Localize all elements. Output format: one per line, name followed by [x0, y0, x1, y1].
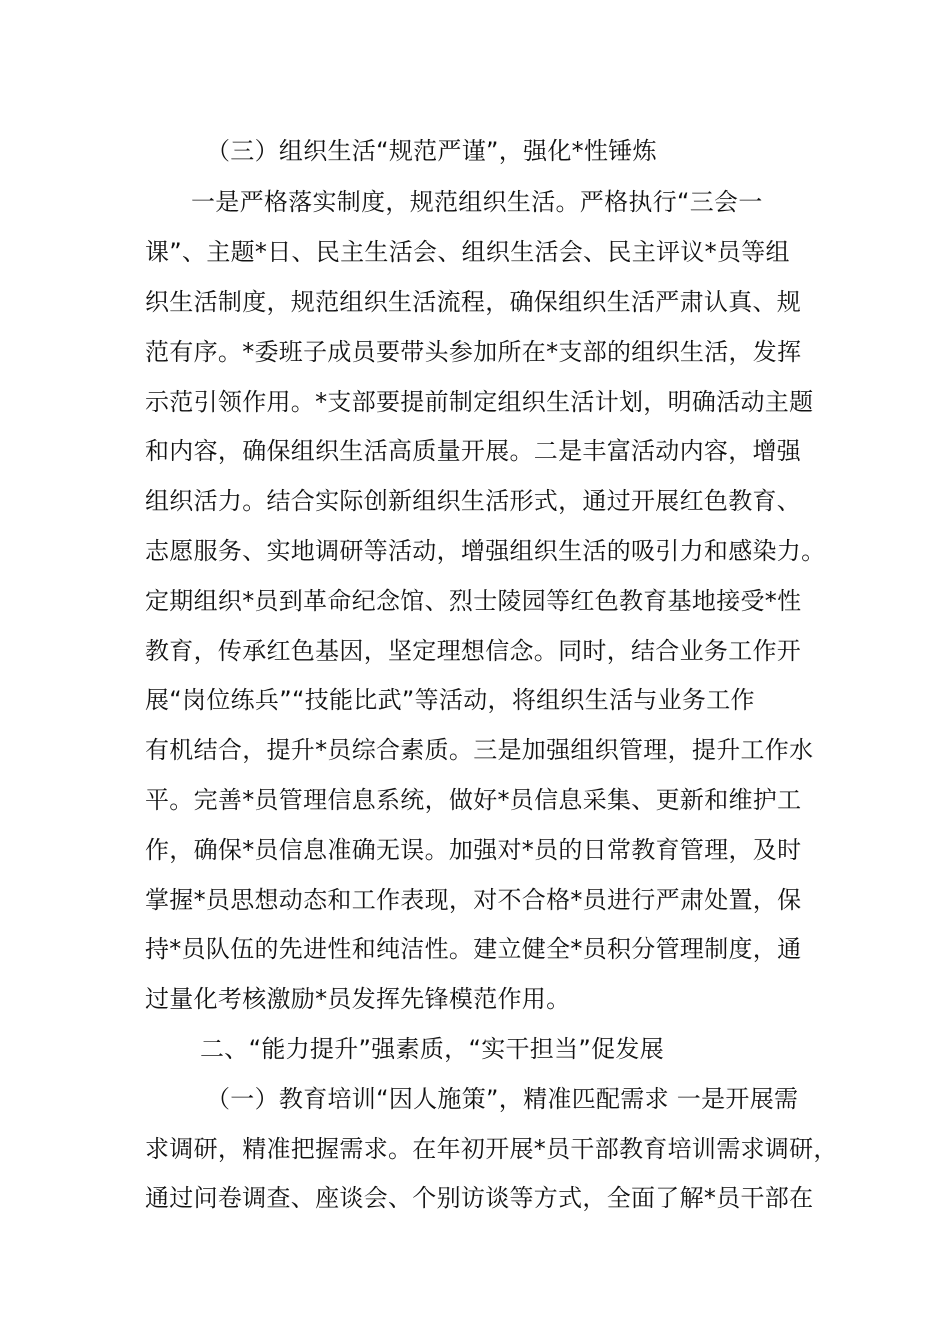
paragraph-line: 有机结合，提升*员综合素质。三是加强组织管理，提升工作水 [145, 736, 814, 764]
section-heading: 二、“能力提升”强素质，“实干担当”促发展 [200, 1035, 665, 1063]
paragraph-line: 持*员队伍的先进性和纯洁性。建立健全*员积分管理制度，通 [145, 935, 802, 963]
paragraph-line: 通过问卷调查、座谈会、个别访谈等方式，全面了解*员干部在 [145, 1184, 814, 1212]
paragraph-line: 定期组织*员到革命纪念馆、烈士陵园等红色教育基地接受*性 [145, 587, 802, 615]
paragraph-line: 示范引领作用。*支部要提前制定组织生活计划，明确活动主题 [145, 388, 814, 416]
paragraph-line: 作，确保*员信息准确无误。加强对*员的日常教育管理，及时 [145, 836, 802, 864]
paragraph-line: 一是严格落实制度，规范组织生活。严格执行“三会一 [191, 188, 763, 216]
paragraph-line: 求调研，精准把握需求。在年初开展*员干部教育培训需求调研， [145, 1135, 838, 1163]
paragraph-line: 织生活制度，规范组织生活流程，确保组织生活严肃认真、规 [145, 288, 802, 316]
paragraph-line: 过量化考核激励*员发挥先锋模范作用。 [145, 985, 571, 1013]
paragraph-line: 教育，传承红色基因，坚定理想信念。同时，结合业务工作开 [145, 637, 802, 665]
paragraph-line: 课”、主题*日、民主生活会、组织生活会、民主评议*员等组 [145, 238, 790, 266]
paragraph-line: （一）教育培训“因人施策”，精准匹配需求 一是开展需 [206, 1085, 799, 1113]
paragraph-line: 组织活力。结合实际创新组织生活形式，通过开展红色教育、 [145, 487, 802, 515]
paragraph-line: 平。完善*员管理信息系统，做好*员信息采集、更新和维护工 [145, 786, 802, 814]
paragraph-line: 和内容，确保组织生活高质量开展。二是丰富活动内容，增强 [145, 437, 802, 465]
subsection-heading: （三）组织生活“规范严谨”，强化*性锤炼 [206, 137, 657, 165]
paragraph-line: 志愿服务、实地调研等活动，增强组织生活的吸引力和感染力。 [145, 537, 826, 565]
paragraph-line: 掌握*员思想动态和工作表现，对不合格*员进行严肃处置，保 [145, 886, 802, 914]
paragraph-line: 范有序。*委班子成员要带头参加所在*支部的组织生活，发挥 [145, 338, 802, 366]
paragraph-line: 展“岗位练兵”“技能比武”等活动，将组织生活与业务工作 [145, 686, 755, 714]
